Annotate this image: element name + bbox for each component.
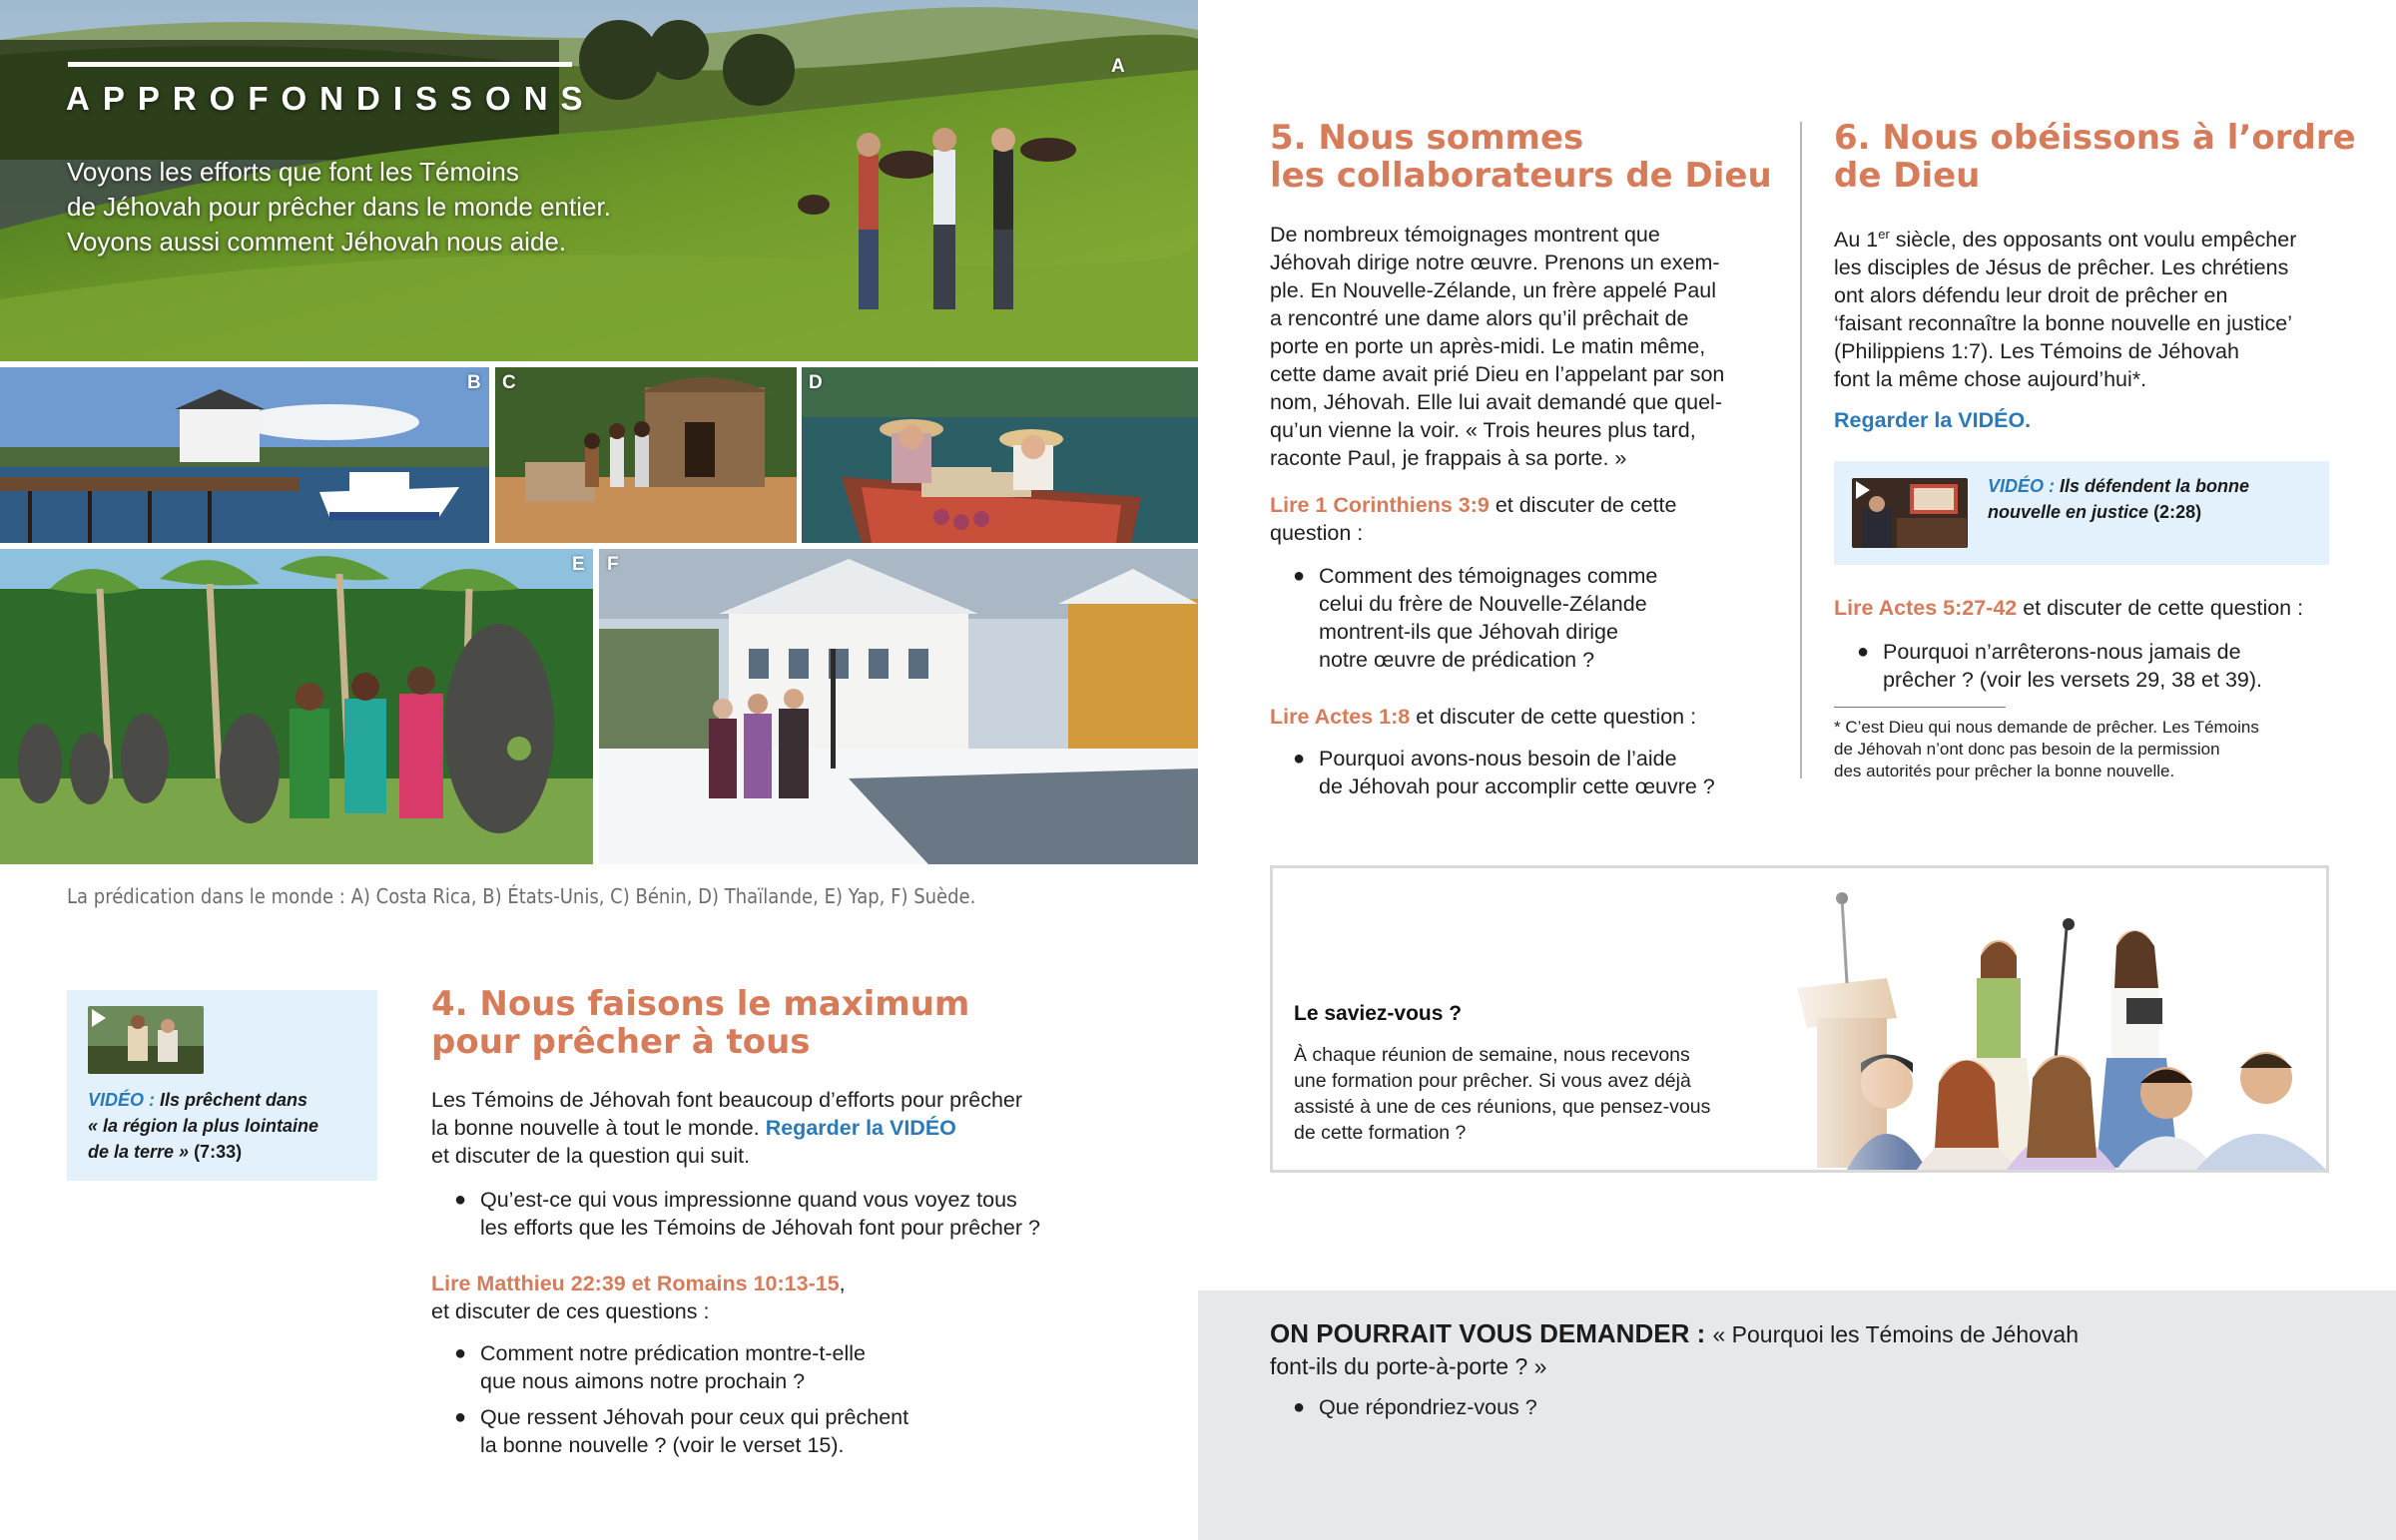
photo-letter-a: A (1111, 56, 1126, 77)
section4-question-2: ● Comment notre prédication montre-t-elle que nous aimons notre prochain ? (454, 1341, 866, 1393)
did-you-know-title: Le saviez-vous ? (1294, 1002, 1463, 1025)
video-label: VIDÉO : Ils prêchent dans « la région la plus lointaine de la terre » (7:33) (88, 1090, 319, 1162)
page-title: APPROFONDISSONS (66, 80, 596, 117)
meeting-illustration (1767, 868, 2326, 1170)
play-icon (1856, 481, 1870, 499)
bullet-icon: ● (1293, 748, 1306, 770)
section6-paragraph: Au 1er siècle, des opposants ont voulu empêcher les disciples de Jésus de prêcher. Les chrétiens ont alors défendu leur droit de prêcher en ‘faisant reconnaître la bonne nouvelle en justice’ (Philippiens 1:7). Les Témoins de Jéhovah font la même chose aujourd’hui*. (1834, 227, 2297, 392)
scripture-ref[interactable]: Lire Actes 5:27-42 (1834, 596, 2018, 620)
photo-letter-d: D (809, 372, 824, 393)
play-icon (92, 1009, 106, 1027)
photo-letter-b: B (467, 372, 482, 393)
did-you-know-text: À chaque réunion de semaine, nous recevons une formation pour prêcher. Si vous avez déjà assisté à une de ces réunions, que pensez-vous de cette formation ? (1294, 1044, 1711, 1144)
video-thumbnail[interactable] (1852, 478, 1968, 548)
ask-bullet: ● Que répondriez-vous ? (1293, 1395, 1537, 1419)
photo-etats-unis (0, 367, 489, 543)
hero-intro: Voyons les efforts que font les Témoins de Jéhovah pour prêcher dans le monde entier. Voyons aussi comment Jéhovah nous aide. (67, 157, 611, 257)
hero-rule (68, 62, 572, 67)
photo-caption: La prédication dans le monde : A) Costa Rica, B) États-Unis, C) Bénin, D) Thaïlande, E) Yap, F) Suède. (67, 884, 976, 908)
section4-question-3: ● Que ressent Jéhovah pour ceux qui prêchent la bonne nouvelle ? (voir le verset 15). (454, 1405, 909, 1457)
photo-thailande (802, 367, 1198, 543)
photo-yap (0, 549, 593, 864)
photo-letter-c: C (502, 372, 517, 393)
section6-reading: Lire Actes 5:27-42 et discuter de cette question : (1834, 596, 2304, 620)
section5-heading: 5. Nous sommes les collaborateurs de Dieu (1270, 118, 1772, 196)
bullet-icon: ● (454, 1189, 467, 1211)
scripture-ref[interactable]: Lire Matthieu 22:39 et Romains 10:13-15 (431, 1272, 840, 1295)
photo-letter-e: E (572, 554, 586, 575)
column-divider (1800, 122, 1802, 778)
video-card-justice[interactable] (1834, 461, 2329, 565)
section5-question-1: ● Comment des témoignages comme celui du frère de Nouvelle-Zélande montrent-ils que Jéhovah dirige notre œuvre de prédication ? (1293, 564, 1658, 672)
photo-suede (599, 549, 1198, 864)
section5-reading-1: Lire 1 Corinthiens 3:9 et discuter de cette question : (1270, 493, 1677, 545)
section6-question: ● Pourquoi n’arrêterons-nous jamais de prêcher ? (voir les versets 29, 38 et 39). (1857, 640, 2263, 692)
bullet-icon: ● (1293, 1396, 1306, 1418)
photo-letter-f: F (607, 554, 620, 575)
section6-heading: 6. Nous obéissons à l’ordre de Dieu (1834, 118, 2356, 196)
section5-paragraph: De nombreux témoignages montrent que Jéhovah dirige notre œuvre. Prenons un exem- ple. En Nouvelle-Zélande, un frère appelé Paul a rencontré une dame alors qu’il prêchait de porte en porte un après-midi. Le matin même, cette dame avait prié Dieu en l’appelant par son nom, Jéhovah. Elle lui avait demandé que quel- qu’un vienne la voir. « Trois heures plus tard, raconte Paul, je frappais à sa porte. » (1270, 223, 1725, 470)
scripture-ref[interactable]: Lire Actes 1:8 (1270, 705, 1411, 729)
bullet-icon: ● (454, 1342, 467, 1364)
bullet-icon: ● (1857, 641, 1870, 663)
video-thumbnail[interactable] (88, 1006, 204, 1074)
footnote-rule (1834, 707, 2006, 708)
footnote: * C’est Dieu qui nous demande de prêcher. Les Témoins de Jéhovah n’ont donc pas besoin de la permission des autorités pour prêcher la bonne nouvelle. (1834, 718, 2259, 780)
section6-video-link[interactable]: Regarder la VIDÉO. (1834, 408, 2032, 432)
video-label: VIDÉO : Ils défendent la bonne nouvelle en justice (2:28) (1988, 476, 2250, 522)
section4-reading: Lire Matthieu 22:39 et Romains 10:13-15, et discuter de ces questions : (431, 1272, 846, 1323)
video-card-lointaine[interactable] (67, 990, 377, 1181)
section5-question-2: ● Pourquoi avons-nous besoin de l’aide de Jéhovah pour accomplir cette œuvre ? (1293, 747, 1715, 798)
ask-question: ON POURRAIT VOUS DEMANDER : « Pourquoi les Témoins de Jéhovah font-ils du porte-à-porte ? » (1270, 1318, 2079, 1379)
section4-heading: 4. Nous faisons le maximum pour prêcher à tous (431, 984, 970, 1062)
watch-video-link[interactable]: Regarder la VIDÉO (765, 1116, 956, 1140)
section4-intro: Les Témoins de Jéhovah font beaucoup d’efforts pour prêcher la bonne nouvelle à tout le monde. Regarder la VIDÉO et discuter de la question qui suit. (431, 1088, 1023, 1168)
section4-question-1: ● Qu’est-ce qui vous impressionne quand vous voyez tous les efforts que les Témoins de Jéhovah font pour prêcher ? (454, 1188, 1040, 1240)
scripture-ref[interactable]: Lire 1 Corinthiens 3:9 (1270, 493, 1490, 517)
section5-reading-2: Lire Actes 1:8 et discuter de cette question : (1270, 705, 1697, 729)
bullet-icon: ● (454, 1406, 467, 1428)
bullet-icon: ● (1293, 565, 1306, 587)
photo-benin (495, 367, 797, 543)
